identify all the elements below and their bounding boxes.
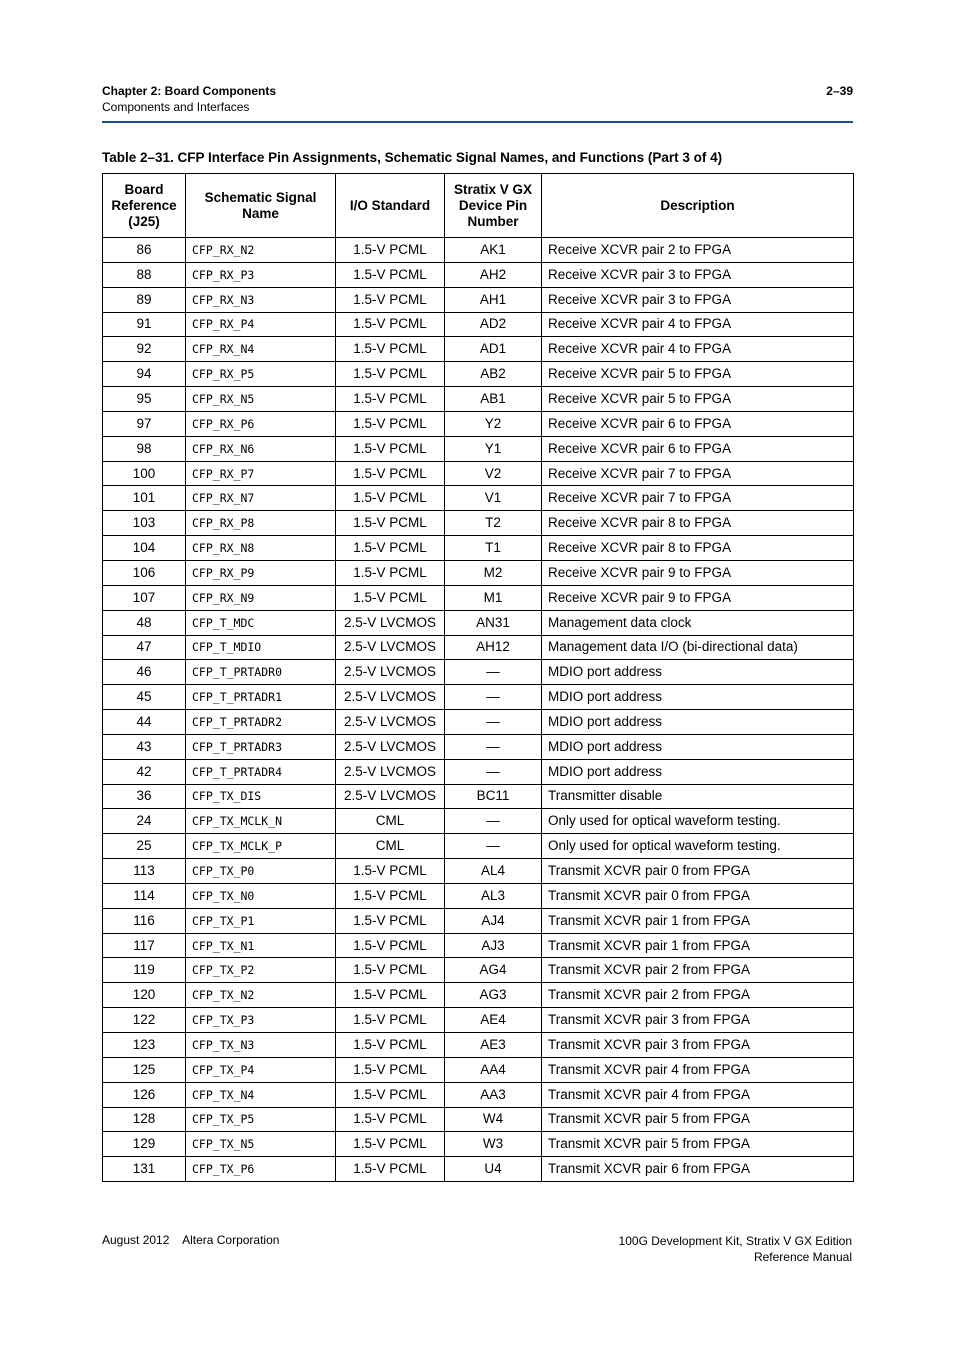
cell-signal-name: CFP_RX_N4 [186, 337, 336, 362]
cell-signal-name: CFP_RX_P5 [186, 362, 336, 387]
cell-description: Receive XCVR pair 8 to FPGA [542, 536, 854, 561]
table-row [103, 610, 854, 635]
cell-io-standard: 1.5-V PCML [336, 337, 445, 362]
chapter-title: Chapter 2: Board Components [102, 84, 277, 98]
table-row [103, 685, 854, 710]
cell-signal-name: CFP_RX_P6 [186, 411, 336, 436]
table-row [103, 486, 854, 511]
cell-signal-name: CFP_RX_P3 [186, 262, 336, 287]
table-row [103, 1157, 854, 1182]
cell-board-reference: 98 [103, 436, 186, 461]
cell-description: Transmit XCVR pair 2 from FPGA [542, 983, 854, 1008]
cell-device-pin: Y2 [445, 411, 542, 436]
cell-board-reference: 43 [103, 734, 186, 759]
cell-io-standard: 1.5-V PCML [336, 883, 445, 908]
cell-io-standard: 1.5-V PCML [336, 387, 445, 412]
cell-board-reference: 119 [103, 958, 186, 983]
table-row [103, 1057, 854, 1082]
cell-description: Transmit XCVR pair 0 from FPGA [542, 859, 854, 884]
cell-board-reference: 122 [103, 1008, 186, 1033]
cell-signal-name: CFP_RX_N5 [186, 387, 336, 412]
cell-signal-name: CFP_TX_MCLK_N [186, 809, 336, 834]
cell-board-reference: 100 [103, 461, 186, 486]
cell-description: Receive XCVR pair 4 to FPGA [542, 337, 854, 362]
cell-description: Transmit XCVR pair 0 from FPGA [542, 883, 854, 908]
cell-board-reference: 46 [103, 660, 186, 685]
table-row [103, 1082, 854, 1107]
cell-board-reference: 128 [103, 1107, 186, 1132]
cell-board-reference: 95 [103, 387, 186, 412]
cell-signal-name: CFP_TX_P3 [186, 1008, 336, 1033]
cell-description: Management data clock [542, 610, 854, 635]
cell-description: Only used for optical waveform testing. [542, 834, 854, 859]
cell-io-standard: 1.5-V PCML [336, 859, 445, 884]
footer-product [619, 1233, 852, 1265]
cell-board-reference: 47 [103, 635, 186, 660]
table-row [103, 834, 854, 859]
cell-device-pin: M1 [445, 585, 542, 610]
cell-io-standard: CML [336, 834, 445, 859]
cell-board-reference: 131 [103, 1157, 186, 1182]
cell-board-reference: 44 [103, 710, 186, 735]
cell-device-pin: T2 [445, 511, 542, 536]
table-row [103, 1107, 854, 1132]
cell-signal-name: CFP_RX_N9 [186, 585, 336, 610]
cell-board-reference: 92 [103, 337, 186, 362]
cell-description: MDIO port address [542, 759, 854, 784]
cell-signal-name: CFP_RX_N3 [186, 287, 336, 312]
cell-description: MDIO port address [542, 660, 854, 685]
cell-signal-name: CFP_TX_P2 [186, 958, 336, 983]
cell-device-pin: — [445, 759, 542, 784]
cell-description: Receive XCVR pair 8 to FPGA [542, 511, 854, 536]
table-row [103, 461, 854, 486]
cell-description: MDIO port address [542, 685, 854, 710]
cell-io-standard: 1.5-V PCML [336, 933, 445, 958]
cell-description: Transmit XCVR pair 4 from FPGA [542, 1057, 854, 1082]
cell-device-pin: — [445, 734, 542, 759]
cell-signal-name: CFP_T_MDC [186, 610, 336, 635]
table-row [103, 411, 854, 436]
cell-signal-name: CFP_TX_N1 [186, 933, 336, 958]
cell-description: Transmit XCVR pair 6 from FPGA [542, 1157, 854, 1182]
cell-device-pin: AB1 [445, 387, 542, 412]
cell-board-reference: 48 [103, 610, 186, 635]
table-row [103, 710, 854, 735]
page-header [102, 84, 853, 123]
cell-signal-name: CFP_TX_N5 [186, 1132, 336, 1157]
cell-io-standard: 1.5-V PCML [336, 511, 445, 536]
cell-device-pin: M2 [445, 560, 542, 585]
cell-io-standard: CML [336, 809, 445, 834]
cell-board-reference: 117 [103, 933, 186, 958]
cell-board-reference: 97 [103, 411, 186, 436]
footer-product-name: 100G Development Kit, Stratix V GX Edition [618, 1234, 852, 1248]
cell-signal-name: CFP_RX_N7 [186, 486, 336, 511]
cell-signal-name: CFP_TX_N0 [186, 883, 336, 908]
cell-io-standard: 1.5-V PCML [336, 585, 445, 610]
cell-signal-name: CFP_RX_P8 [186, 511, 336, 536]
cell-io-standard: 2.5-V LVCMOS [336, 635, 445, 660]
cell-io-standard: 1.5-V PCML [336, 1057, 445, 1082]
table-row [103, 362, 854, 387]
cell-device-pin: T1 [445, 536, 542, 561]
column-header-device-pin: Stratix V GX Device Pin Number [445, 174, 542, 238]
cell-device-pin: AD1 [445, 337, 542, 362]
cell-description: Transmit XCVR pair 4 from FPGA [542, 1082, 854, 1107]
table-row [103, 734, 854, 759]
cell-description: Transmit XCVR pair 3 from FPGA [542, 1008, 854, 1033]
cell-io-standard: 1.5-V PCML [336, 461, 445, 486]
cell-board-reference: 94 [103, 362, 186, 387]
cell-io-standard: 1.5-V PCML [336, 1132, 445, 1157]
cell-io-standard: 2.5-V LVCMOS [336, 610, 445, 635]
table-row [103, 585, 854, 610]
cell-device-pin: AH1 [445, 287, 542, 312]
cell-description: Receive XCVR pair 4 to FPGA [542, 312, 854, 337]
cell-board-reference: 91 [103, 312, 186, 337]
cell-signal-name: CFP_TX_P4 [186, 1057, 336, 1082]
table-row [103, 660, 854, 685]
cell-io-standard: 1.5-V PCML [336, 958, 445, 983]
table-row [103, 536, 854, 561]
table-header-row [103, 174, 854, 238]
cell-signal-name: CFP_TX_N2 [186, 983, 336, 1008]
cell-description: Receive XCVR pair 5 to FPGA [542, 387, 854, 412]
cell-io-standard: 2.5-V LVCMOS [336, 685, 445, 710]
cell-description: Receive XCVR pair 3 to FPGA [542, 262, 854, 287]
cell-device-pin: AL4 [445, 859, 542, 884]
cell-board-reference: 45 [103, 685, 186, 710]
table-row [103, 784, 854, 809]
cell-description: MDIO port address [542, 734, 854, 759]
cell-io-standard: 2.5-V LVCMOS [336, 784, 445, 809]
cell-signal-name: CFP_RX_P4 [186, 312, 336, 337]
cell-device-pin: AE4 [445, 1008, 542, 1033]
table-row [103, 312, 854, 337]
cell-board-reference: 88 [103, 262, 186, 287]
cell-description: MDIO port address [542, 710, 854, 735]
cell-device-pin: — [445, 809, 542, 834]
cell-signal-name: CFP_T_PRTADR1 [186, 685, 336, 710]
cell-board-reference: 24 [103, 809, 186, 834]
cell-signal-name: CFP_TX_MCLK_P [186, 834, 336, 859]
cell-io-standard: 1.5-V PCML [336, 238, 445, 263]
cell-device-pin: AB2 [445, 362, 542, 387]
cell-board-reference: 25 [103, 834, 186, 859]
cell-description: Receive XCVR pair 6 to FPGA [542, 411, 854, 436]
cell-signal-name: CFP_TX_P1 [186, 908, 336, 933]
cell-board-reference: 126 [103, 1082, 186, 1107]
cell-device-pin: — [445, 660, 542, 685]
cell-io-standard: 1.5-V PCML [336, 1008, 445, 1033]
cell-signal-name: CFP_T_PRTADR2 [186, 710, 336, 735]
cell-signal-name: CFP_TX_N4 [186, 1082, 336, 1107]
cell-device-pin: W3 [445, 1132, 542, 1157]
cell-io-standard: 1.5-V PCML [336, 362, 445, 387]
cell-board-reference: 101 [103, 486, 186, 511]
cell-io-standard: 1.5-V PCML [336, 908, 445, 933]
cell-description: Transmit XCVR pair 3 from FPGA [542, 1033, 854, 1058]
cell-io-standard: 2.5-V LVCMOS [336, 660, 445, 685]
cell-io-standard: 1.5-V PCML [336, 411, 445, 436]
cell-device-pin: — [445, 710, 542, 735]
cell-device-pin: AJ4 [445, 908, 542, 933]
column-header-board-reference: Board Reference (J25) [103, 174, 186, 238]
cell-board-reference: 120 [103, 983, 186, 1008]
cell-description: Receive XCVR pair 5 to FPGA [542, 362, 854, 387]
cell-io-standard: 2.5-V LVCMOS [336, 759, 445, 784]
cell-board-reference: 116 [103, 908, 186, 933]
cell-device-pin: AL3 [445, 883, 542, 908]
cell-device-pin: V2 [445, 461, 542, 486]
column-header-description: Description [542, 174, 854, 238]
cell-description: Transmit XCVR pair 5 from FPGA [542, 1107, 854, 1132]
table-row [103, 635, 854, 660]
cell-description: Receive XCVR pair 7 to FPGA [542, 461, 854, 486]
cell-description: Transmit XCVR pair 1 from FPGA [542, 933, 854, 958]
cell-device-pin: AA3 [445, 1082, 542, 1107]
table-row [103, 337, 854, 362]
cell-device-pin: AJ3 [445, 933, 542, 958]
cell-description: Receive XCVR pair 3 to FPGA [542, 287, 854, 312]
cell-io-standard: 1.5-V PCML [336, 536, 445, 561]
cell-signal-name: CFP_TX_DIS [186, 784, 336, 809]
cell-description: Transmitter disable [542, 784, 854, 809]
cell-signal-name: CFP_RX_N8 [186, 536, 336, 561]
cell-io-standard: 1.5-V PCML [336, 1107, 445, 1132]
cell-signal-name: CFP_RX_N6 [186, 436, 336, 461]
pin-assignment-table [102, 173, 854, 1182]
cell-signal-name: CFP_T_PRTADR3 [186, 734, 336, 759]
cell-io-standard: 1.5-V PCML [336, 287, 445, 312]
cell-description: Receive XCVR pair 2 to FPGA [542, 238, 854, 263]
cell-io-standard: 1.5-V PCML [336, 1082, 445, 1107]
table-row [103, 958, 854, 983]
cell-description: Transmit XCVR pair 2 from FPGA [542, 958, 854, 983]
cell-io-standard: 1.5-V PCML [336, 486, 445, 511]
cell-description: Only used for optical waveform testing. [542, 809, 854, 834]
table-row [103, 387, 854, 412]
cell-device-pin: AH2 [445, 262, 542, 287]
table-row [103, 759, 854, 784]
cell-device-pin: AG3 [445, 983, 542, 1008]
table-row [103, 933, 854, 958]
cell-io-standard: 1.5-V PCML [336, 983, 445, 1008]
cell-device-pin: AD2 [445, 312, 542, 337]
cell-board-reference: 123 [103, 1033, 186, 1058]
cell-signal-name: CFP_TX_P0 [186, 859, 336, 884]
cell-device-pin: AG4 [445, 958, 542, 983]
cell-board-reference: 125 [103, 1057, 186, 1082]
cell-board-reference: 42 [103, 759, 186, 784]
cell-device-pin: AE3 [445, 1033, 542, 1058]
page-number: 2–39 [826, 84, 853, 98]
table-row [103, 511, 854, 536]
table-row [103, 238, 854, 263]
table-row [103, 908, 854, 933]
table-row [103, 1033, 854, 1058]
table-row [103, 1008, 854, 1033]
cell-board-reference: 104 [103, 536, 186, 561]
cell-signal-name: CFP_TX_N3 [186, 1033, 336, 1058]
cell-device-pin: AN31 [445, 610, 542, 635]
cell-signal-name: CFP_RX_P9 [186, 560, 336, 585]
table-row [103, 1132, 854, 1157]
table-body [103, 238, 854, 1182]
cell-device-pin: AH12 [445, 635, 542, 660]
cell-io-standard: 2.5-V LVCMOS [336, 710, 445, 735]
table-caption: Table 2–31. CFP Interface Pin Assignments, Schematic Signal Names, and Functions (Part 3 of 4) [102, 150, 723, 165]
cell-board-reference: 89 [103, 287, 186, 312]
cell-board-reference: 86 [103, 238, 186, 263]
cell-description: Receive XCVR pair 9 to FPGA [542, 585, 854, 610]
cell-board-reference: 107 [103, 585, 186, 610]
cell-board-reference: 114 [103, 883, 186, 908]
cell-device-pin: Y1 [445, 436, 542, 461]
table-row [103, 560, 854, 585]
cell-board-reference: 113 [103, 859, 186, 884]
cell-io-standard: 1.5-V PCML [336, 312, 445, 337]
table-row [103, 436, 854, 461]
cell-io-standard: 1.5-V PCML [336, 262, 445, 287]
cell-signal-name: CFP_TX_P6 [186, 1157, 336, 1182]
cell-signal-name: CFP_RX_N2 [186, 238, 336, 263]
table-row [103, 983, 854, 1008]
cell-board-reference: 36 [103, 784, 186, 809]
cell-signal-name: CFP_T_MDIO [186, 635, 336, 660]
footer-date-company: August 2012 Altera Corporation [102, 1233, 280, 1247]
cell-description: Management data I/O (bi-directional data) [542, 635, 854, 660]
column-header-io-standard: I/O Standard [336, 174, 445, 238]
cell-device-pin: BC11 [445, 784, 542, 809]
cell-device-pin: — [445, 834, 542, 859]
table-row [103, 287, 854, 312]
table-row [103, 883, 854, 908]
cell-board-reference: 103 [103, 511, 186, 536]
cell-device-pin: U4 [445, 1157, 542, 1182]
cell-io-standard: 1.5-V PCML [336, 1157, 445, 1182]
cell-signal-name: CFP_RX_P7 [186, 461, 336, 486]
cell-signal-name: CFP_T_PRTADR0 [186, 660, 336, 685]
cell-io-standard: 1.5-V PCML [336, 560, 445, 585]
table-row [103, 262, 854, 287]
cell-board-reference: 129 [103, 1132, 186, 1157]
cell-signal-name: CFP_T_PRTADR4 [186, 759, 336, 784]
cell-description: Receive XCVR pair 7 to FPGA [542, 486, 854, 511]
cell-board-reference: 106 [103, 560, 186, 585]
cell-signal-name: CFP_TX_P5 [186, 1107, 336, 1132]
cell-device-pin: W4 [445, 1107, 542, 1132]
cell-io-standard: 1.5-V PCML [336, 436, 445, 461]
cell-device-pin: V1 [445, 486, 542, 511]
table-row [103, 809, 854, 834]
cell-description: Transmit XCVR pair 5 from FPGA [542, 1132, 854, 1157]
cell-io-standard: 1.5-V PCML [336, 1033, 445, 1058]
cell-device-pin: — [445, 685, 542, 710]
cell-device-pin: AA4 [445, 1057, 542, 1082]
footer-manual-name: Reference Manual [753, 1250, 852, 1264]
column-header-signal-name: Schematic Signal Name [186, 174, 336, 238]
cell-description: Receive XCVR pair 9 to FPGA [542, 560, 854, 585]
cell-io-standard: 2.5-V LVCMOS [336, 734, 445, 759]
section-title: Components and Interfaces [102, 100, 250, 114]
cell-device-pin: AK1 [445, 238, 542, 263]
cell-description: Transmit XCVR pair 1 from FPGA [542, 908, 854, 933]
table-row [103, 859, 854, 884]
cell-description: Receive XCVR pair 6 to FPGA [542, 436, 854, 461]
